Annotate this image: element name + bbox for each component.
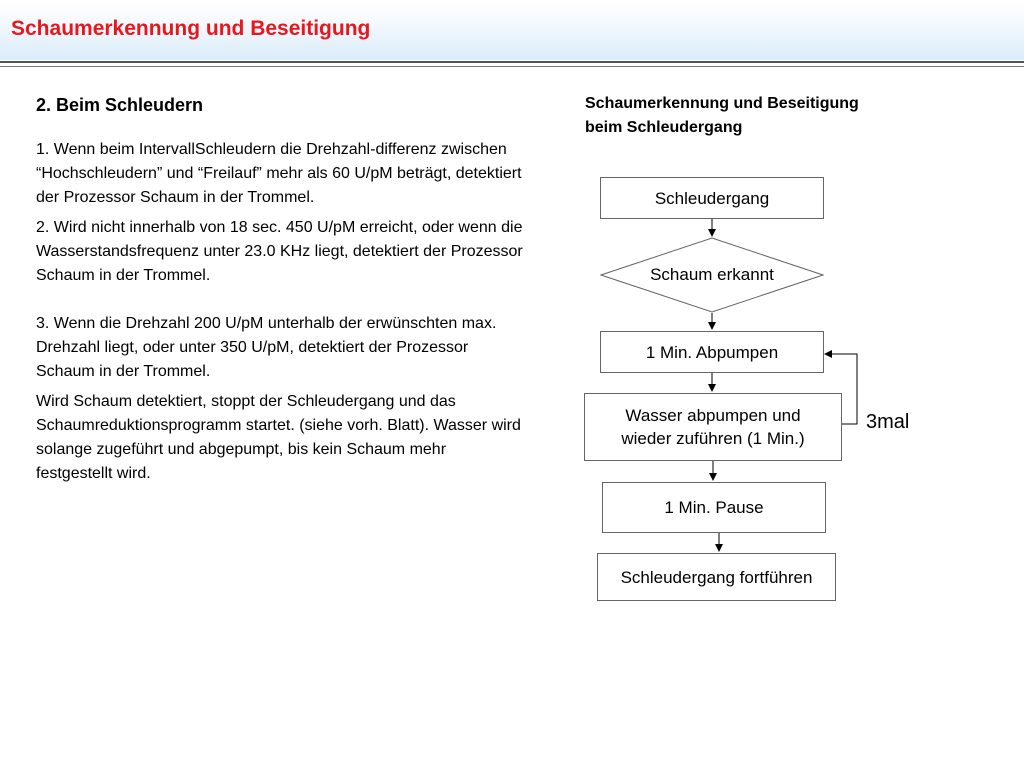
loop-count-label: 3mal [866,411,910,433]
section-title: 2. Beim Schleudern [36,95,204,115]
flow-step-pump: 1 Min. Abpumpen [600,331,824,373]
condition-paragraph-3: 3. Wenn die Drehzahl 200 U/pM unterhalb der erwünschten max. Drehzahl liegt, oder unter 350 U/pM, detektiert der Prozessor Schaum in der Trommel. [36,315,497,380]
slide-title: Schaumerkennung und Beseitigung [11,17,371,40]
decision-label: Schaum erkannt [650,265,774,284]
flowchart-title-line-2: beim Schleudergang [585,119,743,136]
flow-step-end: Schleudergang fortführen [597,553,836,601]
flow-decision [600,237,824,313]
condition-paragraph-2: 2. Wird nicht innerhalb von 18 sec. 450 U/pM erreicht, oder wenn die Wasserstandsfrequenz unter 23.0 KHz liegt, detektiert der Prozessor Schaum in der Trommel. [36,219,523,284]
flow-step-cycle [584,393,842,461]
cycle-label-line-2: wieder zuführen (1 Min.) [621,429,805,448]
flowchart-title-line-1: Schaumerkennung und Beseitigung [585,95,859,112]
cycle-label-line-1: Wasser abpumpen und [625,406,801,425]
summary-paragraph: Wird Schaum detektiert, stoppt der Schleudergang und das Schaumreduktionsprogramm startet. (siehe vorh. Blatt). Wasser wird solange zugeführt und abgepumpt, bis kein Schaum mehr festgestellt wird. [36,393,521,482]
condition-paragraph-1: 1. Wenn beim IntervallSchleudern die Drehzahl-differenz zwischen “Hochschleudern” und “Freilauf” mehr als 60 U/pM beträgt, detektiert der Prozessor Schaum in der Trommel. [36,141,522,206]
flow-step-start: Schleudergang [600,177,824,219]
flow-step-pause: 1 Min. Pause [602,482,826,533]
